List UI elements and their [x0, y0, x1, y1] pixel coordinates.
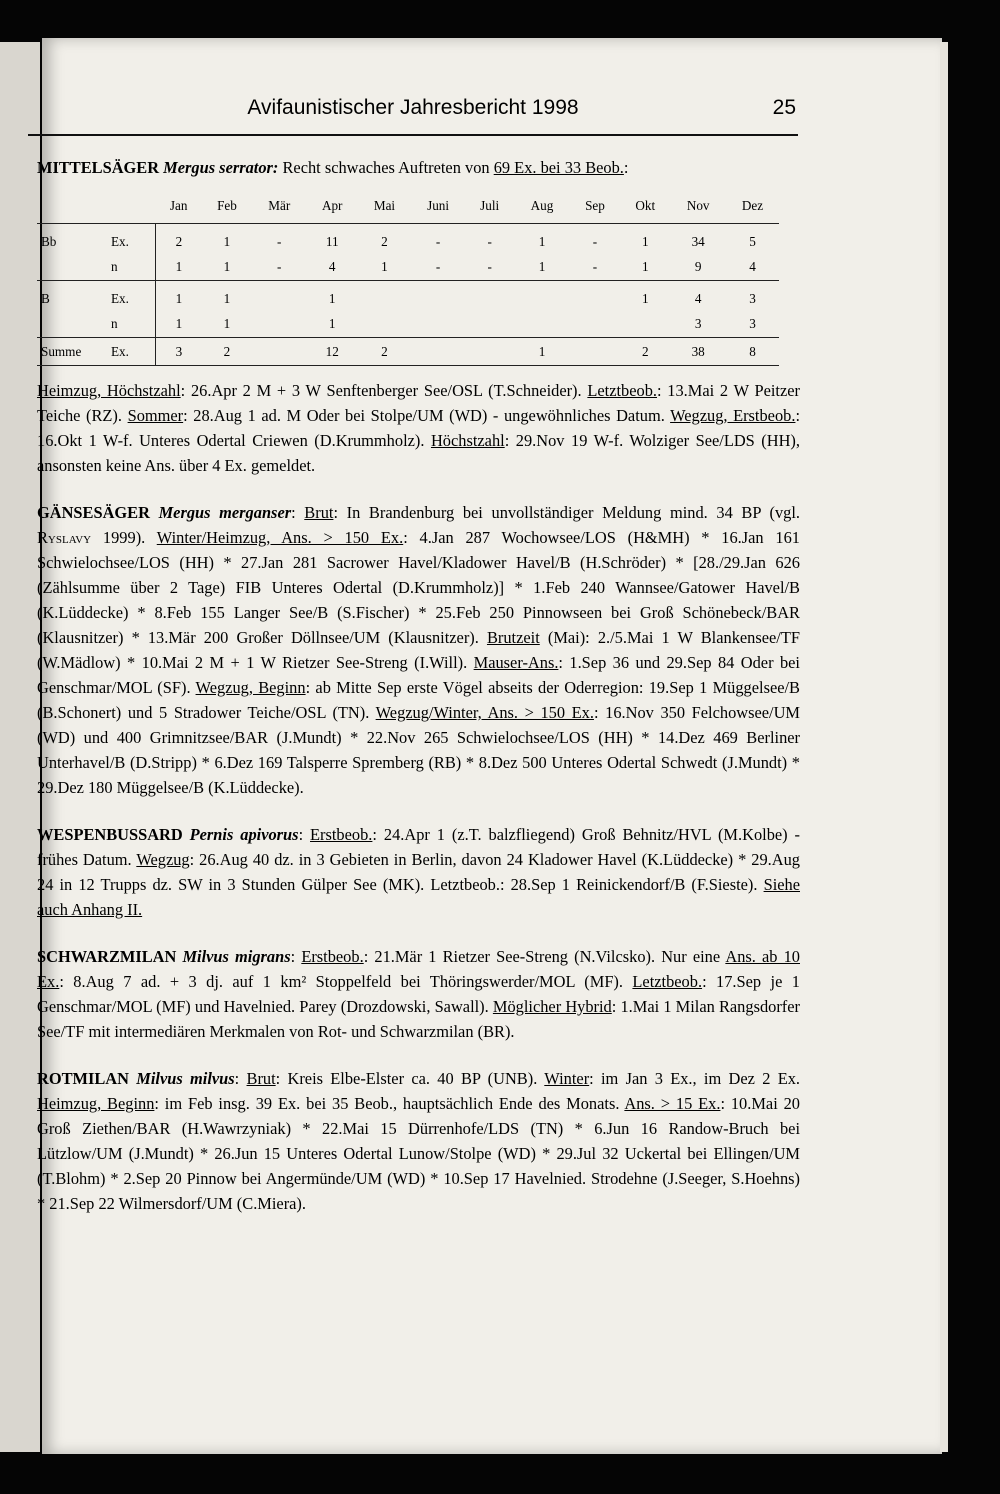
author-citation: Ryslavy — [37, 528, 92, 547]
text-run: : — [234, 1069, 247, 1088]
section-label: Brutzeit — [486, 628, 540, 647]
table-cell: 2 — [202, 338, 252, 366]
table-cell — [620, 312, 670, 338]
text-run: : 8.Aug 7 ad. + 3 dj. auf 1 km² Stoppelfeld bei Thöringswerder/MOL (MF). — [59, 972, 633, 991]
section-label: Siehe auch Anhang II. — [37, 875, 800, 919]
table-cell: 12 — [306, 338, 358, 366]
section-label: Höchstzahl — [430, 431, 505, 450]
table-cell: 3 — [749, 316, 756, 331]
section-label: Brut — [304, 503, 334, 522]
text-run: : ab Mitte Sep erste Vögel abseits der Oderregion: 19.Sep 1 Müggelsee/B (B.Schonert) und 5 Stradower Teiche/OSL (TN). — [37, 678, 800, 722]
table-cell: 1 — [175, 316, 183, 331]
table-cell: 34 — [670, 224, 726, 256]
table-cell — [465, 312, 514, 338]
intro-text: Recht schwaches Auftreten von — [278, 158, 494, 177]
text-run: : — [290, 947, 302, 966]
text-run: : — [291, 503, 305, 522]
table-cell — [465, 338, 514, 366]
header-blank — [37, 194, 107, 224]
page-number: 25 — [772, 96, 796, 119]
species-latin: Milvus milvus — [136, 1069, 235, 1088]
section-label: Heimzug, Höchstzahl — [37, 381, 181, 400]
table-cell: - — [487, 259, 492, 274]
section-label: Sommer — [127, 406, 184, 425]
table-cell: - — [465, 224, 514, 256]
table-cell: 1 — [223, 259, 231, 274]
species-latin: Mergus serrator: — [163, 158, 279, 177]
text-run: : 29.Nov 19 W-f. Wolziger See/LDS (HH), ansonsten keine Ans. über 4 Ex. gemeldet. — [37, 431, 800, 475]
section-label: Wegzug — [136, 850, 190, 869]
table-cell: 11 — [306, 224, 358, 256]
facing-page-edge — [0, 42, 40, 1452]
entry-gaensesaeger — [37, 500, 800, 800]
table-cell: - — [411, 224, 465, 256]
month-header: Aug — [514, 194, 570, 224]
text-run: : — [298, 825, 311, 844]
text-run: : 16.Nov 350 Felchowsee/UM (WD) und 400 Grimnitzsee/BAR (J.Mundt) * 22.Nov 265 Schwielochsee/LOS (HH) * 14.Dez 469 Berliner Unterhavel/B (D.Stripp) * 6.Dez 169 Talsperre Spremberg (RB) * 8.Dez 500 Unteres Odertal Schwedt (J.Mundt) * 29.Dez 180 Müggelsee/B (K.Lüddecke). — [37, 703, 800, 797]
running-title: Avifaunistischer Jahresbericht 1998 — [247, 96, 579, 119]
table-cell: 5 — [726, 224, 779, 256]
species-name: SCHWARZMILAN — [37, 947, 183, 966]
table-row — [37, 338, 779, 366]
section-label: Winter — [544, 1069, 590, 1088]
row-region: Bb — [37, 224, 107, 256]
table-cell — [411, 338, 465, 366]
table-cell — [252, 338, 306, 366]
text-run: : 26.Aug 40 dz. in 3 Gebieten in Berlin, davon 24 Kladower Havel (K.Lüddecke) * 29.Aug 24 in 12 Trupps dz. SW in 3 Stunden Gülper See (MK). Letztbeob.: 28.Sep 1 Reinickendorf/B (F.Sieste). — [37, 850, 800, 894]
month-header: Dez — [726, 194, 779, 224]
month-header: Mai — [358, 194, 411, 224]
row-unit: Ex. — [107, 338, 156, 366]
table-header-row — [37, 194, 779, 224]
table-cell: 1 — [381, 259, 388, 274]
text-run: : 1.Mai 1 Milan Rangsdorfer See/TF mit intermediären Merkmalen von Rot- und Schwarzmilan (BR). — [37, 997, 800, 1041]
section-label: Heimzug, Beginn — [37, 1094, 155, 1113]
row-unit: n — [107, 255, 156, 281]
section-label: Ans. > 15 Ex. — [624, 1094, 721, 1113]
text-run: : 10.Mai 20 Groß Ziethen/BAR (H.Wawrzyniak) * 22.Mai 15 Dürrenhofe/LDS (TN) * 6.Jun 16 Randow-Bruch bei Lützlow/UM (J.Mundt) * 26.Jun 15 Unteres Odertal Lunow/Stolpe (WD) * 29.Jul 32 Uckertal bei Ellingen/UM (T.Blohm) * 2.Sep 20 Pinnow bei Angermünde/UM (WD) * 10.Sep 17 Havelnied. Strodehne (J.Seeger, S.Hoehns) * 21.Sep 22 Wilmersdorf/UM (C.Miera). — [37, 1094, 800, 1213]
species-name: MITTELSÄGER — [37, 158, 160, 177]
table-cell: 1 — [514, 338, 570, 366]
species-latin: Mergus merganser — [158, 503, 292, 522]
table-cell — [514, 312, 570, 338]
entry-wespenbussard — [37, 822, 800, 922]
section-label: Ans. ab 10 Ex. — [37, 947, 800, 991]
entry-schwarzmilan — [37, 944, 800, 1044]
month-header: Apr — [306, 194, 358, 224]
month-header: Nov — [670, 194, 726, 224]
species-name: WESPENBUSSARD — [37, 825, 190, 844]
row-region — [37, 312, 107, 338]
table-cell: - — [252, 224, 306, 256]
table-cell: 9 — [694, 259, 702, 274]
text-run: : 4.Jan 287 Wochowsee/LOS (H&MH) * 16.Jan 161 Schwielochsee/LOS (HH) * 27.Jan 281 Sacrower Havel/Kladower Havel/B (H.Schröder) * [28./29.Jan 626 (Zählsumme über 2 Tage) FIB Unteres Odertal (D.Krummholz)] * 1.Feb 240 Wannsee/Gatower Havel/B (K.Lüddecke) * 8.Feb 155 Langer See/B (S.Fischer) * 25.Feb 250 Pinnowseen bei Groß Schönebeck/BAR (Klausnitzer) * 13.Mär 200 Großer Döllnsee/UM (Klausnitzer). — [37, 528, 800, 647]
text-run: : In Brandenburg bei unvollständiger Meldung mind. 34 BP (vgl. — [333, 503, 800, 522]
table-cell — [252, 281, 306, 313]
month-header: Okt — [620, 194, 670, 224]
text-run: (Mai): 2./5.Mai 1 W Blankensee/TF (W.Mädlow) * 10.Mai 2 M + 1 W Rietzer See-Streng (I.Will). — [37, 628, 800, 672]
section-label: Möglicher Hybrid — [492, 997, 612, 1016]
section-label: Letztbeob. — [632, 972, 703, 991]
entry-mittelsaeger-body — [37, 378, 800, 478]
section-label: Brut — [246, 1069, 276, 1088]
table-cell: 4 — [328, 259, 336, 274]
text-run: : im Feb insg. 39 Ex. bei 35 Beob., hauptsächlich Ende des Monats. — [154, 1094, 625, 1113]
table-row — [37, 255, 779, 281]
text-run: : Kreis Elbe-Elster ca. 40 BP (UNB). — [275, 1069, 545, 1088]
table-cell — [514, 281, 570, 313]
table-cell: - — [435, 259, 441, 274]
table-row — [37, 281, 779, 313]
species-latin: Milvus migrans — [182, 947, 291, 966]
section-label: Wegzug, Beginn — [195, 678, 306, 697]
row-region — [37, 255, 107, 281]
section-label: Letztbeob. — [587, 381, 657, 400]
table-cell: - — [592, 259, 598, 274]
table-cell — [570, 338, 620, 366]
table-cell: 3 — [726, 281, 779, 313]
table-cell: 2 — [156, 224, 202, 256]
table-cell: 1 — [620, 224, 670, 256]
entry-rotmilan — [37, 1066, 800, 1216]
species-name: ROTMILAN — [37, 1069, 137, 1088]
section-label: Winter/Heimzug, Ans. > 150 Ex. — [156, 528, 404, 547]
section-label: Wegzug, Erstbeob. — [670, 406, 796, 425]
text-run: : 17.Sep je 1 Genschmar/MOL (MF) und Havelnied. Parey (Drozdowski, Sawall). — [37, 972, 800, 1016]
section-label: Mauser-Ans. — [473, 653, 559, 672]
table-cell: - — [570, 224, 620, 256]
entry-mittelsaeger-intro — [37, 155, 800, 180]
row-unit: Ex. — [107, 224, 156, 256]
row-region: B — [37, 281, 107, 313]
table-cell: - — [277, 259, 282, 274]
text-run: 1999). — [91, 528, 157, 547]
table-cell — [358, 281, 411, 313]
table-cell: 3 — [694, 316, 702, 331]
table-cell: 2 — [620, 338, 670, 366]
row-unit: n — [107, 312, 156, 338]
month-header: Mär — [252, 194, 306, 224]
table-cell: 1 — [538, 259, 546, 274]
text-run: : 24.Apr 1 (z.T. balzfliegend) Groß Behnitz/HVL (M.Kolbe) - frühes Datum. — [37, 825, 800, 869]
table-cell: 1 — [620, 281, 670, 313]
table-cell: 38 — [670, 338, 726, 366]
running-header — [28, 96, 798, 136]
table-cell: 4 — [749, 259, 756, 274]
text-run: : 26.Apr 2 M + 3 W Senftenberger See/OSL (T.Schneider). — [180, 381, 588, 400]
table-row — [37, 224, 779, 256]
species-name: GÄNSESÄGER — [37, 503, 159, 522]
row-unit: Ex. — [107, 281, 156, 313]
month-header: Juni — [411, 194, 465, 224]
table-row — [37, 312, 779, 338]
species-latin: Pernis apivorus — [189, 825, 299, 844]
table-cell: 2 — [358, 224, 411, 256]
table-body — [37, 224, 779, 366]
section-label: Wegzug/Winter, Ans. > 150 Ex. — [375, 703, 594, 722]
table-cell — [570, 312, 620, 338]
text-run: : 13.Mai 2 W Peitzer Teiche (RZ). — [37, 381, 800, 425]
table-cell: 1 — [328, 316, 336, 331]
row-region: Summe — [37, 338, 107, 366]
month-header: Jan — [156, 194, 202, 224]
table-cell: 3 — [156, 338, 202, 366]
table-cell — [411, 312, 465, 338]
table-cell: 1 — [202, 281, 252, 313]
table-cell: 1 — [514, 224, 570, 256]
text-run: : 1.Sep 36 und 29.Sep 84 Oder bei Genschmar/MOL (SF). — [37, 653, 800, 697]
header-blank — [107, 194, 156, 224]
month-header: Feb — [202, 194, 252, 224]
table-cell — [465, 281, 514, 313]
table-cell: 1 — [202, 224, 252, 256]
table-cell — [358, 312, 411, 338]
table-cell — [252, 312, 306, 338]
intro-colon: : — [623, 158, 629, 177]
monthly-count-table — [37, 194, 779, 366]
text-run: : 16.Okt 1 W-f. Unteres Odertal Criewen (D.Krummholz). — [37, 406, 800, 450]
table-cell: 1 — [306, 281, 358, 313]
page-stack-edge — [940, 42, 948, 1452]
text-run: : im Jan 3 Ex., im Dez 2 Ex. — [589, 1069, 800, 1088]
page-content — [37, 155, 800, 1238]
table-cell: 8 — [726, 338, 779, 366]
intro-count: 69 Ex. bei 33 Beob. — [493, 158, 624, 177]
table-cell — [570, 281, 620, 313]
table-cell: 4 — [670, 281, 726, 313]
table-cell: 2 — [358, 338, 411, 366]
table-cell: 1 — [223, 316, 231, 331]
text-run: : 21.Mär 1 Rietzer See-Streng (N.Vilcsko). Nur eine — [363, 947, 726, 966]
table-cell: 1 — [175, 259, 183, 274]
section-label: Erstbeob. — [310, 825, 373, 844]
month-header: Sep — [570, 194, 620, 224]
table-cell: 1 — [156, 281, 202, 313]
month-header: Juli — [465, 194, 514, 224]
table-cell — [411, 281, 465, 313]
text-run: : 28.Aug 1 ad. M Oder bei Stolpe/UM (WD) - ungewöhnliches Datum. — [183, 406, 671, 425]
section-label: Erstbeob. — [301, 947, 364, 966]
table-cell: 1 — [641, 259, 649, 274]
